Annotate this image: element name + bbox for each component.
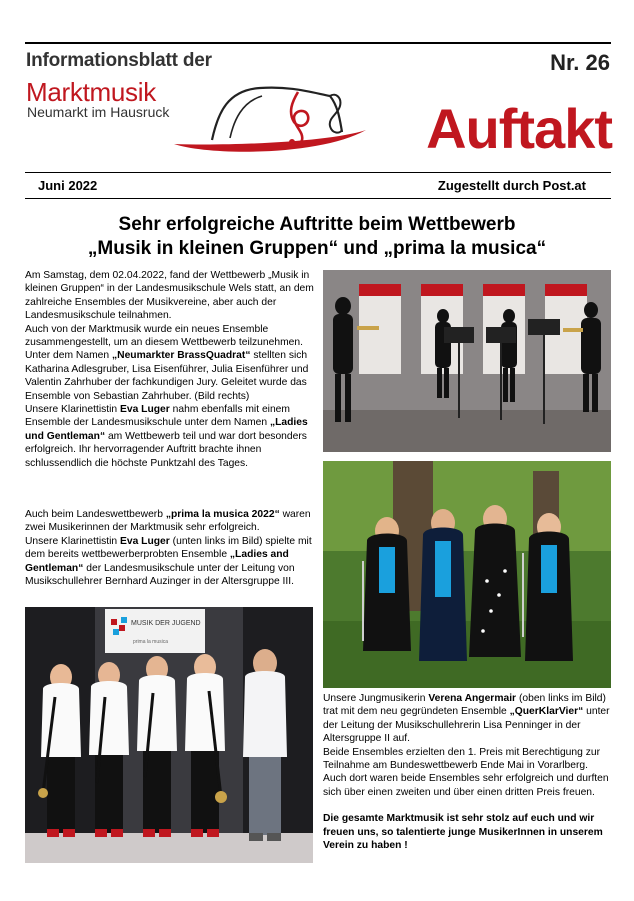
- paragraph: Unsere Klarinettistin Eva Luger (unten links im Bild) spielte mit dem bereits wettbewerberprobten Ensemble „Ladies and Gentleman“ der Landesmusikschule unter der Leitung von Musikschullehrer Bernhard Auzinger in der Altersgruppe III.: [25, 535, 312, 588]
- left-column-top: [25, 269, 314, 470]
- header-rule-upper: [25, 172, 611, 173]
- paragraph: Unsere Jungmusikerin Verena Angermair (oben links im Bild) trat mit dem neu gegründeten Ensemble „QuerKlarVier“ unter der Leitung der Musikschullehrerin Lisa Penninger in der Altersgruppe II auf.: [323, 693, 610, 745]
- brand-subtitle: Neumarkt im Hausruck: [27, 104, 170, 120]
- article-headline: [0, 213, 634, 261]
- header-rule-lower: [25, 198, 611, 199]
- closing-statement: Die gesamte Marktmusik ist sehr stolz auf euch und wir freuen uns, so talentierte junge MusikerInnen in unserem Verein zu haben !: [323, 813, 603, 852]
- right-column-text: [323, 692, 611, 852]
- top-rule: [25, 42, 611, 44]
- brand-name: Marktmusik: [26, 77, 156, 107]
- hat-logo: [170, 72, 370, 160]
- paragraph: Unsere Klarinettistin Eva Luger nahm ebenfalls mit einem Ensemble der Landesmusikschule unter dem Namen „Ladies und Gentleman“ am Wettbewerb teil und war dort besonders erfolgreich. Ihr hervorragender Auftritt brachte ihnen schlussendlich die höchste Punktzahl des Tages.: [25, 404, 308, 469]
- masthead-title: Auftakt: [426, 97, 612, 160]
- issue-number: Nr. 26: [550, 50, 610, 75]
- paragraph: Am Samstag, dem 02.04.2022, fand der Wettbewerb „Musik in kleinen Gruppen“ in der Landesmusikschule Wels statt, an dem zahlreiche Ensembles der Musikvereine, aber auch der Landesmusikschule teilnahmen.: [25, 270, 314, 322]
- banner-text: MUSIK DER JUGEND: [131, 620, 201, 627]
- paragraph: Auch von der Marktmusik wurde ein neues Ensemble zusammengestellt, um an diesem Wettbewerb teilzunehmen. Unter dem Namen „Neumarkter BrassQuadrat“ stellten sich Katharina Adlesgruber, Lisa Eisenführer, Julia Eisenführer und Valentin Zahrhuber der fachkundigen Jury. Geleitet wurde das Ensemble von Sebastian Zahrhuber. (Bild rechts): [25, 323, 309, 402]
- headline-line-1: Sehr erfolgreiche Auftritte beim Wettbewerb: [118, 214, 516, 235]
- querklarvier-ensemble-photo: [323, 461, 611, 688]
- brass-quartet-photo: [323, 270, 611, 452]
- paragraph: Auch dort waren beide Ensembles sehr erfolgreich und durften sich über einen zweiten und über einen dritten Preis freuen.: [323, 773, 609, 798]
- treble-clef-icon: [289, 92, 308, 145]
- banner-subtext: prima la musica: [133, 639, 169, 645]
- issue-date: Juni 2022: [38, 178, 98, 193]
- paragraph: Auch beim Landeswettbewerb „prima la musica 2022“ waren zwei Musikerinnen der Marktmusik sehr erfolgreich.: [25, 509, 311, 534]
- paragraph: Beide Ensembles erzielten den 1. Preis mit Berechtigung zur Teilnahme am Bundeswettbewerb Ende Mai in Vorarlberg.: [323, 746, 601, 772]
- ladies-and-gentleman-photo: [25, 607, 313, 863]
- headline-line-2: „Musik in kleinen Gruppen“ und „prima la musica“: [87, 238, 547, 259]
- left-column-bottom: [25, 508, 314, 588]
- newsletter-title: Informationsblatt der: [26, 50, 212, 71]
- delivery-note: Zugestellt durch Post.at: [437, 178, 586, 193]
